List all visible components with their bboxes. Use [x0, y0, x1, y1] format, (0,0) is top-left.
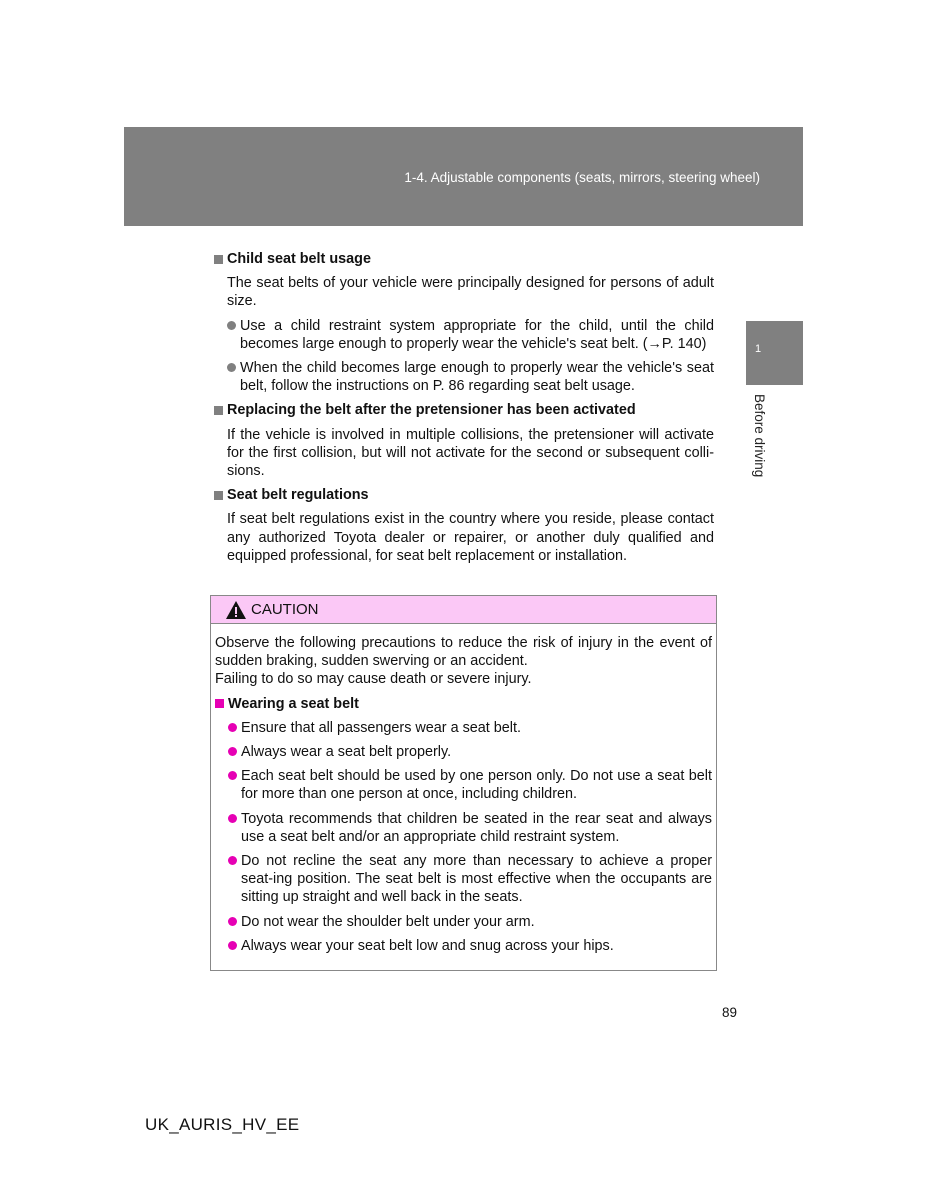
- list-item: [241, 767, 712, 803]
- caution-body: [211, 624, 716, 955]
- section-paragraph: If seat belt regulations exist in the country where you reside, please contact any authorized Toyota dealer or repairer, or another duly qualified and equipped professional, for seat belt replacement or installation.: [227, 511, 714, 564]
- list-item-text: Always wear your seat belt low and snug across your hips.: [241, 937, 614, 954]
- list-item: [241, 810, 712, 846]
- list-item-text: Do not wear the shoulder belt under your arm.: [241, 913, 535, 930]
- round-bullet-icon: [227, 363, 236, 372]
- chapter-label: Before driving: [752, 394, 767, 478]
- round-bullet-icon: [228, 723, 237, 732]
- round-bullet-icon: [228, 747, 237, 756]
- list-item-text: Each seat belt should be used by one person only. Do not use a seat belt for more than one person at once, including children.: [241, 768, 712, 803]
- section-heading-text: Replacing the belt after the pretensioner has been activated: [227, 402, 636, 419]
- caution-subheading: [215, 695, 712, 713]
- list-item: [241, 719, 712, 737]
- document-code: UK_AURIS_HV_EE: [145, 1115, 300, 1134]
- round-bullet-icon: [228, 856, 237, 865]
- square-bullet-icon: [215, 699, 224, 708]
- section-heading: [214, 250, 714, 268]
- warning-triangle-icon: [225, 600, 247, 620]
- list-item: [240, 359, 714, 395]
- list-item: [241, 937, 712, 955]
- header-band: [124, 127, 803, 226]
- section-paragraph: If the vehicle is involved in multiple collisions, the pretensioner will activate for the first collision, but will not activate for the second or subsequent colli-sions.: [227, 426, 714, 480]
- caution-warning: Failing to do so may cause death or severe injury.: [215, 671, 532, 688]
- list-item-text: Toyota recommends that children be seated in the rear seat and always use a seat belt and/or an appropriate child restraint system.: [241, 810, 712, 845]
- section-heading-text: Child seat belt usage: [227, 251, 371, 267]
- section-heading: [214, 486, 714, 504]
- list-item-text: Do not recline the seat any more than necessary to achieve a proper seat-ing position. The seat belt is most effective when the occupants are sitting up straight and well back in the seats.: [241, 853, 712, 906]
- round-bullet-icon: [228, 941, 237, 950]
- caution-subheading-text: Wearing a seat belt: [228, 695, 359, 712]
- caution-intro: Observe the following precautions to reduce the risk of injury in the event of sudden braking, sudden swerving or an accident.: [215, 635, 712, 670]
- square-bullet-icon: [214, 255, 223, 264]
- caution-header: [211, 596, 716, 624]
- list-item-text: Use a child restraint system appropriate for the child, until the child becomes large enough to properly wear the vehicle's seat belt. (→P. 140): [240, 317, 714, 352]
- list-item: [240, 317, 714, 353]
- section-paragraph: The seat belts of your vehicle were principally designed for persons of adult size.: [227, 275, 714, 310]
- round-bullet-icon: [227, 321, 236, 330]
- caution-title: CAUTION: [251, 601, 319, 618]
- list-item-text: When the child becomes large enough to properly wear the vehicle's seat belt, follow the instructions on P. 86 regarding seat belt usage.: [240, 360, 714, 395]
- section-heading: [214, 401, 714, 419]
- square-bullet-icon: [214, 491, 223, 500]
- chapter-number: 1: [755, 343, 762, 355]
- caution-box: [210, 595, 717, 971]
- section-title: 1-4. Adjustable components (seats, mirrors, steering wheel): [404, 170, 760, 185]
- list-item: [241, 852, 712, 907]
- list-item-text: Ensure that all passengers wear a seat belt.: [241, 719, 521, 736]
- round-bullet-icon: [228, 771, 237, 780]
- list-item-text: Always wear a seat belt properly.: [241, 744, 452, 761]
- round-bullet-icon: [228, 814, 237, 823]
- main-content: [214, 250, 714, 571]
- chapter-tab: [746, 321, 803, 385]
- page-number: 89: [722, 1005, 738, 1020]
- square-bullet-icon: [214, 406, 223, 415]
- round-bullet-icon: [228, 917, 237, 926]
- section-heading-text: Seat belt regulations: [227, 487, 369, 504]
- list-item: [241, 913, 712, 931]
- list-item: [241, 743, 712, 761]
